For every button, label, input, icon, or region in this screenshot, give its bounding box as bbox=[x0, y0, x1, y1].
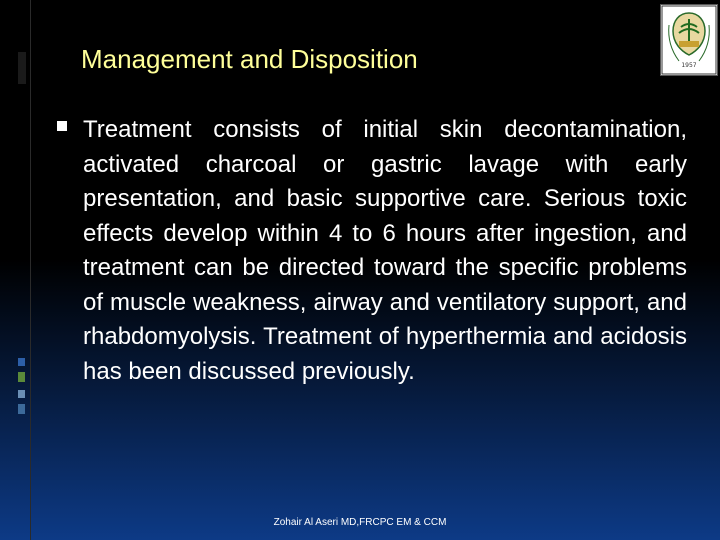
accent-block bbox=[18, 404, 25, 414]
accent-block bbox=[18, 358, 25, 366]
left-divider-line bbox=[30, 0, 31, 540]
university-seal-icon bbox=[661, 5, 717, 75]
accent-block bbox=[18, 390, 25, 398]
slide-footer: Zohair Al Aseri MD,FRCPC EM & CCM bbox=[273, 517, 447, 528]
svg-text:1957: 1957 bbox=[681, 62, 697, 69]
slide-body-text: Treatment consists of initial skin decontamination, activated charcoal or gastric lavage with early presentation, and basic supportive care. Serious toxic effects develop within 4 to 6 hours after ingestion, and treatment can be directed toward the specific problems of muscle weakness, airway and ventilatory support, and rhabdomyolysis. Treatment of hyperthermia and acidosis has been discussed previously. bbox=[83, 116, 687, 385]
bullet-square-icon bbox=[57, 121, 67, 131]
accent-block bbox=[18, 372, 25, 382]
university-logo bbox=[660, 4, 718, 76]
slide-title: Management and Disposition bbox=[81, 44, 418, 74]
title-marker-bar bbox=[18, 52, 26, 84]
